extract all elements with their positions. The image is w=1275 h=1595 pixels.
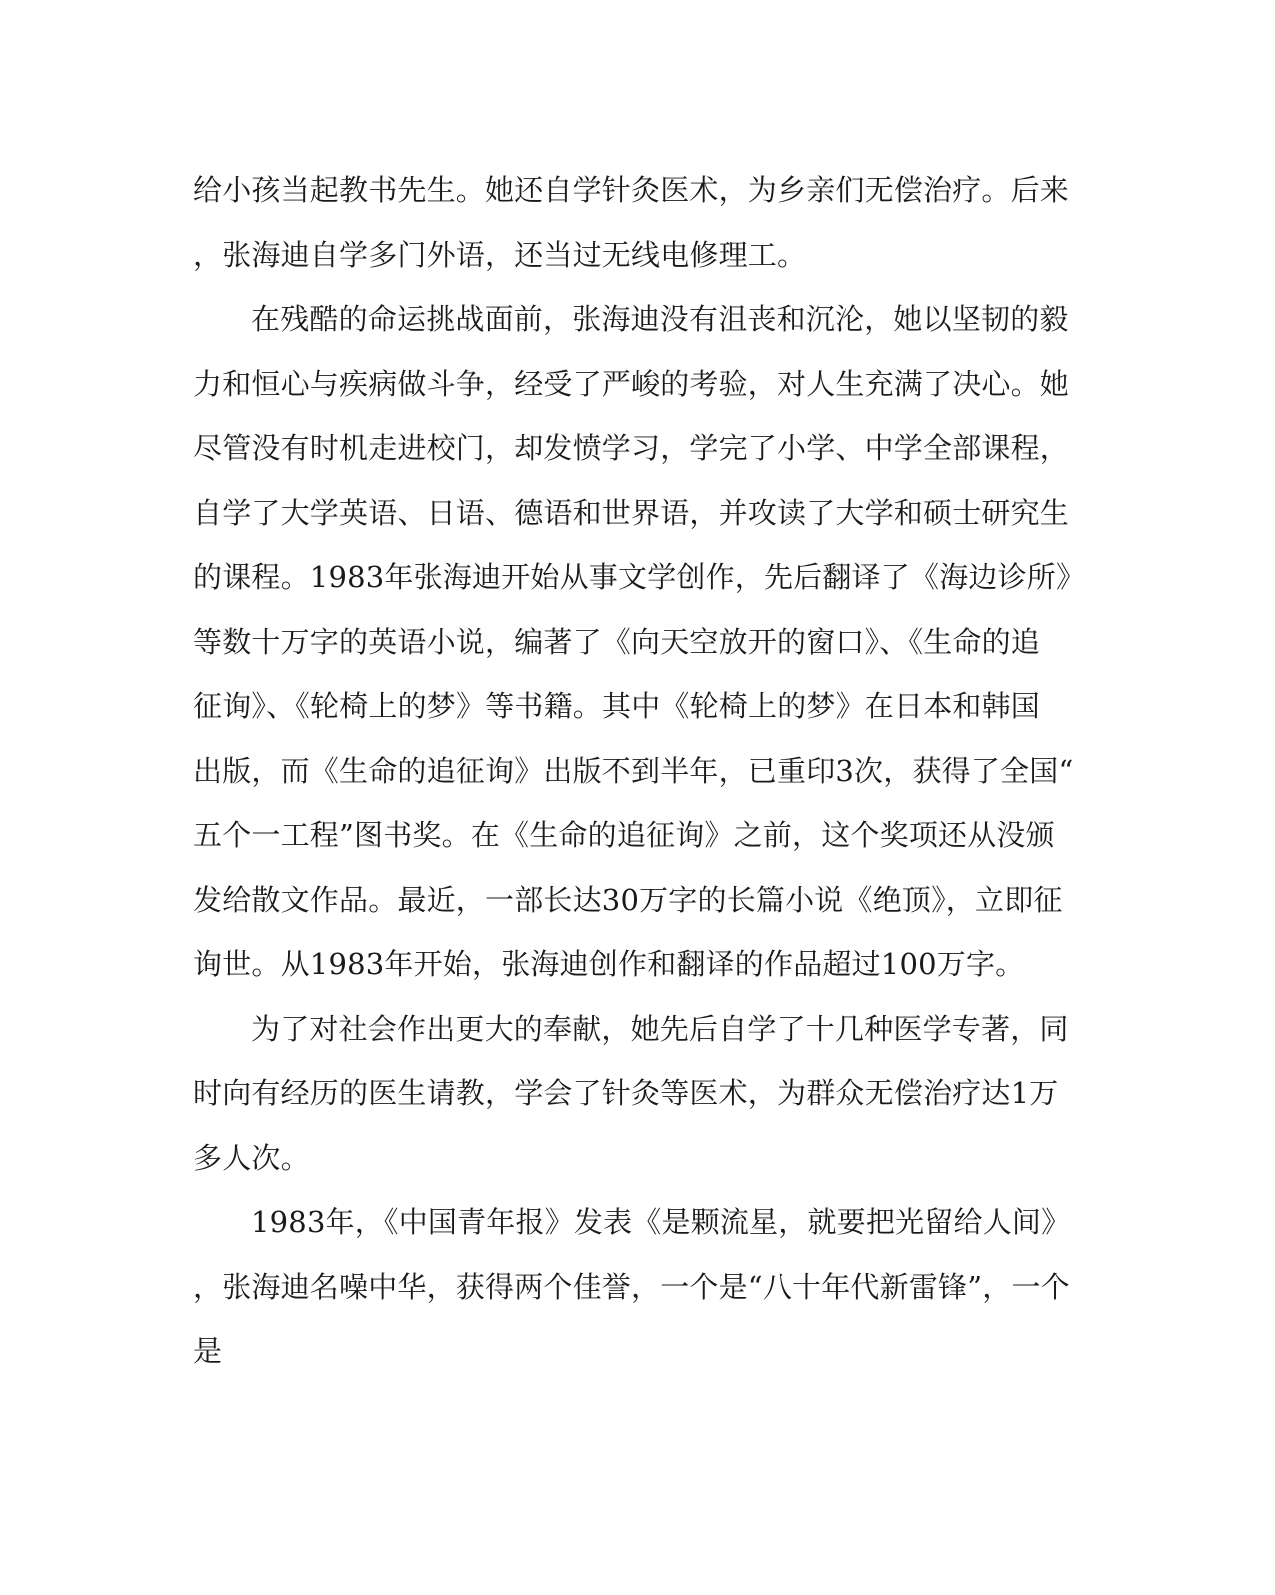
text-line: 尽管没有时机走进校门，却发愤学习，学完了小学、中学全部课程， <box>193 431 1070 465</box>
text-line: ，张海迪名噪中华，获得两个佳誉，一个是“八十年代新雷锋”，一个 <box>193 1269 1070 1304</box>
text-line: 征询》、《轮椅上的梦》等书籍。其中《轮椅上的梦》在日本和韩国 <box>193 689 1041 723</box>
text-line: 在残酷的命运挑战面前，张海迪没有沮丧和沉沦，她以坚韧的毅 <box>251 302 1069 336</box>
text-line: 等数十万字的英语小说，编著了《向天空放开的窗口》、《生命的追 <box>193 624 1041 659</box>
paragraph-4 <box>193 1190 1071 1384</box>
text-line: 给小孩当起教书先生。她还自学针灸医术，为乡亲们无偿治疗。后来 <box>193 173 1070 207</box>
text-line: 多人次。 <box>193 1140 310 1175</box>
text-line: 五个一工程”图书奖。在《生命的追征询》之前，这个奖项还从没颁 <box>193 818 1055 852</box>
text-line: 为了对社会作出更大的奉献，她先后自学了十几种医学专著，同 <box>251 1011 1069 1046</box>
text-line: 是 <box>193 1334 223 1368</box>
paragraph-1 <box>193 158 1070 287</box>
document-body <box>193 158 1086 1384</box>
text-line: 发给散文作品。最近，一部长达30万字的长篇小说《绝顶》，立即征 <box>193 882 1063 917</box>
paragraph-2 <box>193 287 1086 997</box>
text-line: ，张海迪自学多门外语，还当过无线电修理工。 <box>193 237 807 272</box>
text-line: 1983年，《中国青年报》发表《是颗流星，就要把光留给人间》 <box>251 1205 1071 1239</box>
text-line: 时向有经历的医生请教，学会了针灸等医术，为群众无偿治疗达1万 <box>193 1076 1059 1110</box>
text-line: 出版，而《生命的追征询》出版不到半年，已重印3次，获得了全国“ <box>193 753 1074 788</box>
paragraph-3 <box>193 997 1069 1191</box>
text-line: 的课程。1983年张海迪开始从事文学创作，先后翻译了《海边诊所》 <box>193 560 1086 594</box>
text-line: 询世。从1983年开始，张海迪创作和翻译的作品超过100万字。 <box>193 947 1025 981</box>
text-line: 自学了大学英语、日语、德语和世界语，并攻读了大学和硕士研究生 <box>193 495 1070 530</box>
text-line: 力和恒心与疾病做斗争，经受了严峻的考验，对人生充满了决心。她 <box>193 366 1070 401</box>
